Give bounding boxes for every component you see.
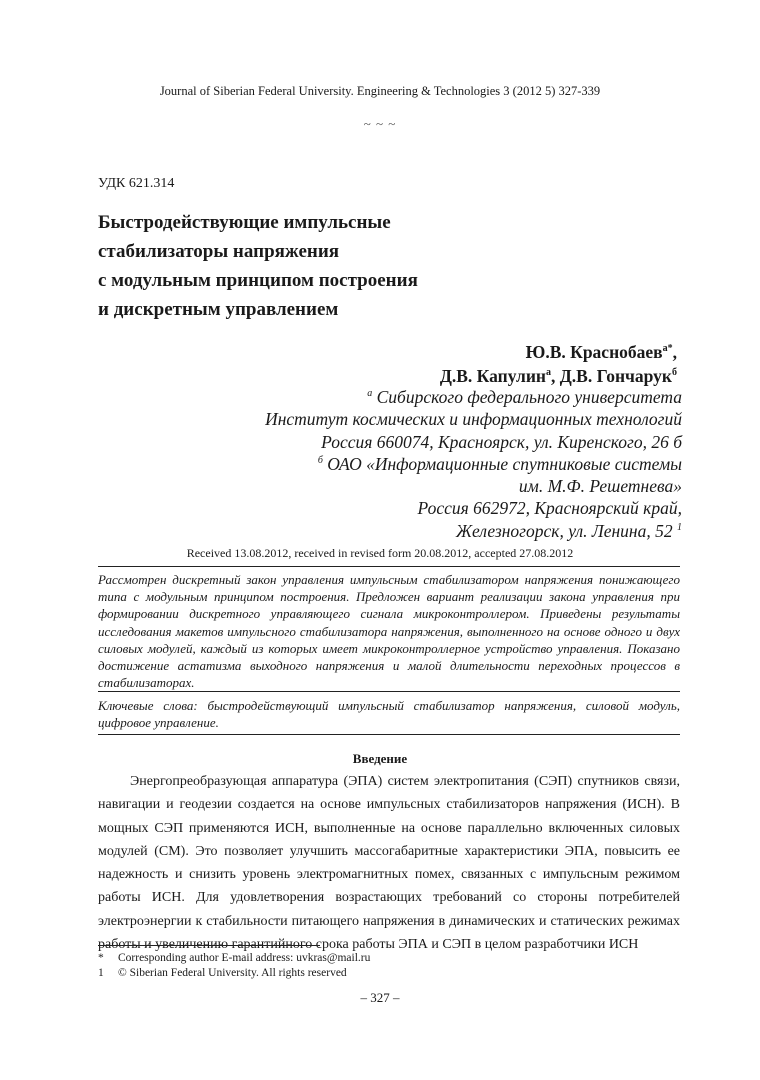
affiliation-line: Россия 660074, Красноярск, ул. Киренского, 26 б — [321, 431, 682, 452]
title-line: Быстродействующие импульсные — [98, 212, 391, 233]
author-affil-mark: а* — [662, 343, 673, 355]
affiliation-line — [265, 386, 682, 408]
affiliation-line — [265, 520, 682, 542]
author-line — [440, 340, 677, 364]
author-name: Д.В. Гончарук — [559, 366, 672, 386]
affiliation-text: Железногорск, ул. Ленина, 52 — [455, 520, 677, 541]
affiliation-line — [265, 453, 682, 475]
affil-mark: б — [317, 455, 323, 467]
intro-paragraph: Энергопреобразующая аппаратура (ЭПА) систем электропитания (СЭП) спутников связи, навигации и геодезии создается на основе импульсных стабилизаторов напряжения (ИСН). В мощных СЭП применяются ИСН, выполненные на основе параллельно включенных силовых модулей (СМ). Это позволяет улучшить массогабаритные характеристики ЭПА, повысить ее надежность и снизить уровень электромагнитных помех, связанных с импульсным режимом работы ИСН. Для удовлетворения возрастающих требований со стороны потребителей электроэнергии к стабильности питающего напряжения в динамических и статических режимах работы и увеличению гарантийного срока работы ЭПА и СЭП в целом разработчики ИСН — [98, 774, 680, 953]
title-line: стабилизаторы напряжения — [98, 241, 340, 262]
affiliation-line: Россия 662972, Красноярский край, — [417, 498, 682, 519]
footnote — [98, 966, 370, 981]
journal-header: Journal of Siberian Federal University. Engineering & Technologies 3 (2012 5) 327-339 — [159, 84, 601, 98]
footnote-mark: * — [98, 952, 104, 964]
author-affil-mark: а — [546, 367, 552, 379]
abstract-bottom-rule — [98, 691, 680, 692]
affiliation-line: Институт космических и информационных технологий — [265, 409, 682, 430]
title-line: и дискретным управлением — [98, 299, 339, 320]
footnote-rule — [98, 945, 320, 946]
section-heading: Введение — [352, 751, 408, 766]
footnote-text: Corresponding author E-mail address: uvkras@mail.ru — [118, 952, 371, 964]
footnote-ref: 1 — [677, 521, 682, 533]
keywords: Ключевые слова: быстродействующий импульсный стабилизатор напряжения, силовой модуль, цифровое управление. — [98, 698, 680, 731]
footnote — [98, 951, 370, 966]
footnote-text: © Siberian Federal University. All rights reserved — [118, 966, 347, 979]
author-line — [440, 364, 677, 388]
author-separator: , — [672, 342, 677, 362]
affiliation-text: Сибирского федерального университета — [372, 387, 682, 407]
author-name: Д.В. Капулин — [439, 366, 547, 386]
affiliations — [265, 386, 682, 542]
abstract-top-rule — [98, 566, 680, 567]
page-number: – 327 – — [360, 990, 400, 1005]
author-separator: , — [551, 366, 560, 386]
title-line: с модульным принципом построения — [98, 270, 418, 291]
footnotes — [98, 951, 370, 980]
article-title — [98, 208, 598, 324]
keywords-bottom-rule — [98, 734, 680, 735]
affiliation-line: им. М.Ф. Решетнева» — [518, 476, 682, 497]
affil-mark: а — [367, 388, 373, 400]
received-dates: Received 13.08.2012, received in revised form 20.08.2012, accepted 27.08.2012 — [186, 546, 574, 560]
udk-code: УДК 621.314 — [98, 176, 175, 191]
footnote-mark: 1 — [98, 966, 104, 979]
author-affil-mark: б — [672, 367, 677, 379]
header-separator: ~ ~ ~ — [363, 116, 397, 131]
affiliation-text: ОАО «Информационные спутниковые системы — [322, 453, 682, 474]
abstract: Рассмотрен дискретный закон управления импульсным стабилизатором напряжения понижающего типа с модульным принципом построения. Предложен вариант реализации закона управления при формировании дискретного управляющего сигнала микроконтроллером. Приведены результаты исследования макетов импульсного стабилизатора напряжения, выполненного на основе одного и двух силовых модулей, каждый из которых имеет микроконтроллерное устройство управления. Показано достижение астатизма выходного напряжения и малой длительности переходных процессов в стабилизаторах. — [98, 572, 680, 691]
author-name: Ю.В. Краснобаев — [525, 342, 663, 362]
author-list — [440, 340, 677, 388]
